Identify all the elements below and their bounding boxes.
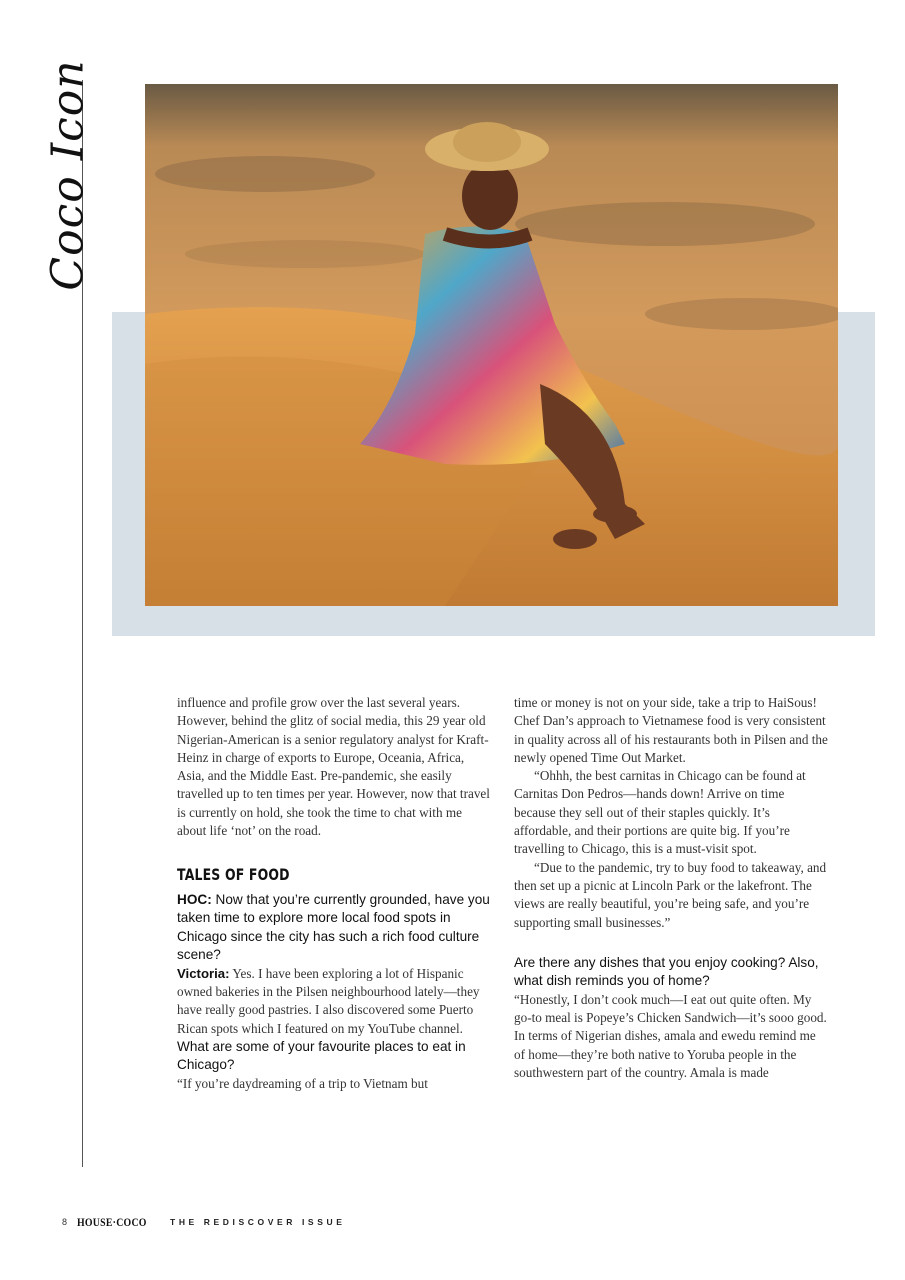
answer-1 <box>177 965 492 1038</box>
answer-2-paragraph-3: “Due to the pandemic, try to buy food to takeaway, and then set up a picnic at Lincoln Park or the lakefront. The views are really beautiful, you’re being safe, and you’re supporting small businesses.” <box>514 859 827 930</box>
answer-2-start: “If you’re daydreaming of a trip to Vietnam but <box>177 1075 428 1091</box>
page-footer <box>62 1214 345 1230</box>
right-column <box>514 694 829 1082</box>
woman-in-sunhat-on-rock-photo <box>145 84 838 606</box>
section-label <box>28 59 108 291</box>
answer-1-label: Victoria: <box>177 965 230 981</box>
answer-2-paragraph-2: “Ohhh, the best carnitas in Chicago can be found at Carnitas Don Pedros—hands down! Arrive on time because they sell out of their staples quickly. It’s affordable, and their portions are quite big. If you’re travelling to Chicago, this is a must-visit spot. <box>514 768 806 857</box>
intro-paragraph: influence and profile grow over the last several years. However, behind the glitz of social media, this 29 year old Nigerian-American is a senior regulatory analyst for Kraft-Heinz in charge of exports to Europe, Oceania, Africa, Asia, and the Middle East. Pre-pandemic, she easily travelled up to ten times per year. However, now that travel is currently on hold, she took the time to chat with me about life ‘not’ on the road. <box>177 695 490 839</box>
issue-name: THE REDISCOVER ISSUE <box>170 1217 346 1227</box>
brand-logo: HOUSE·COCO <box>77 1214 147 1229</box>
answer-2-continued: time or money is not on your side, take a trip to HaiSous! Chef Dan’s approach to Vietnamese food is very consistent in quality across all of his restaurants both in Pilsen and the newly opened Time Out Market. <box>514 695 828 765</box>
answer-1-text: Yes. I have been exploring a lot of Hispanic owned bakeries in the Pilsen neighbourhood lately—they have really good pastries. I also discovered some Puerto Rican spots which I featured on my YouTube channel. <box>177 965 480 1036</box>
answer-3: “Honestly, I don’t cook much—I eat out quite often. My go-to meal is Popeye’s Chicken Sandwich—it’s sooo good. In terms of Nigerian dishes, amala and ewedu remind me of home—they’re both native to Yoruba people in the southwestern part of the country. Amala is made <box>514 991 827 1081</box>
question-3: Are there any dishes that you enjoy cooking? Also, what dish reminds you of home? <box>514 954 819 989</box>
feature-photo <box>145 84 838 606</box>
question-2: What are some of your favourite places to eat in Chicago? <box>177 1038 466 1073</box>
section-label-text: Coco Icon <box>42 59 94 291</box>
page-number: 8 <box>62 1217 68 1227</box>
question-1-label: HOC: <box>177 891 212 907</box>
section-subhead: TALES OF FOOD <box>177 865 290 885</box>
left-column <box>177 694 492 1093</box>
question-1-text: Now that you’re currently grounded, have you taken time to explore more local food spots in Chicago since the city has such a rich food culture scene? <box>177 891 490 963</box>
question-1 <box>177 891 492 965</box>
